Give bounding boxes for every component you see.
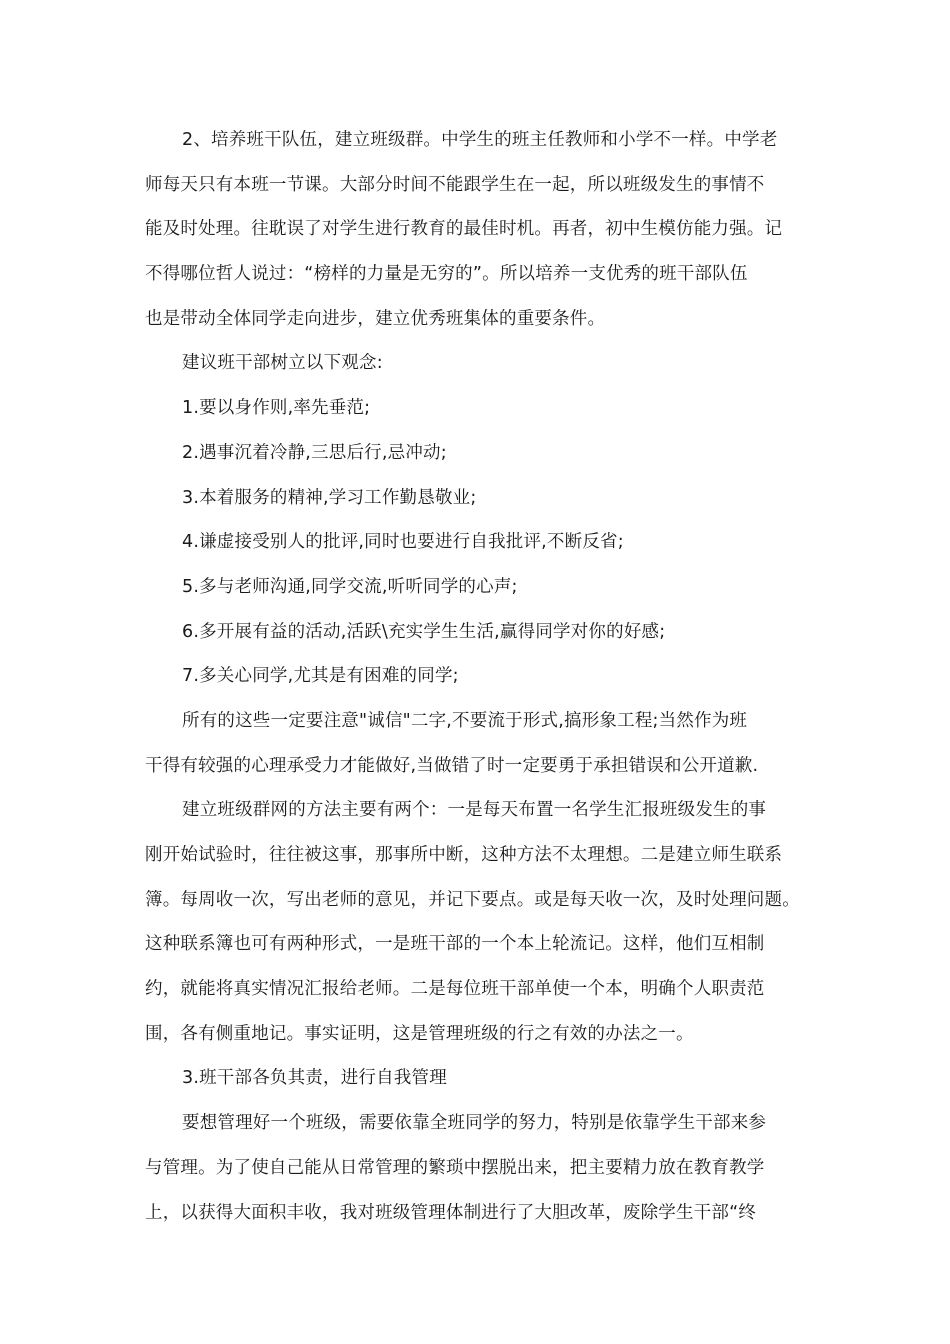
list-item: 1.要以身作则,率先垂范; — [182, 398, 371, 419]
text-line: 要想管理好一个班级，需要依靠全班同学的努力，特别是依靠学生干部来参 — [182, 1113, 767, 1134]
list-item: 5.多与老师沟通,同学交流,听听同学的心声; — [182, 576, 518, 597]
text-line: 刚开始试验时，往往被这事，那事所中断，这种方法不太理想。二是建立师生联系 — [145, 845, 783, 865]
list-item: 6.多开展有益的活动,活跃\充实学生生活,赢得同学对你的好感; — [182, 621, 666, 642]
text-line: 围，各有侧重地记。事实证明，这是管理班级的行之有效的办法之一。 — [145, 1023, 694, 1044]
list-item: 4.谦虚接受别人的批评,同时也要进行自我批评,不断反省; — [182, 532, 624, 553]
text-line: 所有的这些一定要注意"诚信"二字,不要流于形式,搞形象工程;当然作为班 — [182, 710, 748, 731]
list-item: 3.本着服务的精神,学习工作勤恳敬业; — [182, 487, 477, 508]
text-line: 与管理。为了使自己能从日常管理的繁琐中摆脱出来，把主要精力放在教育教学 — [145, 1157, 765, 1178]
text-line: 干得有较强的心理承受力才能做好,当做错了时一定要勇于承担错误和公开道歉. — [145, 755, 759, 776]
section-heading: 3.班干部各负其责，进行自我管理 — [182, 1068, 447, 1089]
text-line: 师每天只有本班一节课。大部分时间不能跟学生在一起，所以班级发生的事情不 — [145, 174, 765, 195]
list-item: 7.多关心同学,尤其是有困难的同学; — [182, 666, 459, 687]
list-item: 2.遇事沉着冷静,三思后行,忌冲动; — [182, 442, 447, 463]
text-line: 2、培养班干队伍，建立班级群。中学生的班主任教师和小学不一样。中学老 — [182, 130, 778, 150]
text-line: 簿。每周收一次，写出老师的意见，并记下要点。或是每天收一次，及时处理问题。 — [145, 889, 800, 910]
text-line: 能及时处理。往耽误了对学生进行教育的最佳时机。再者，初中生模仿能力强。记 — [145, 219, 783, 240]
document-body — [145, 118, 950, 1235]
text-line: 上，以获得大面积丰收，我对班级管理体制进行了大胆改革，废除学生干部“终 — [145, 1202, 757, 1223]
text-line: 约，就能将真实情况汇报给老师。二是每位班干部单使一个本，明确个人职责范 — [145, 979, 765, 1000]
text-line: 建立班级群网的方法主要有两个：一是每天布置一名学生汇报班级发生的事 — [182, 800, 767, 821]
text-line: 这种联系簿也可有两种形式，一是班干部的一个本上轮流记。这样，他们互相制 — [145, 934, 765, 955]
text-line: 不得哪位哲人说过：“榜样的力量是无穷的”。所以培养一支优秀的班干部队伍 — [145, 264, 748, 285]
text-line: 建议班干部树立以下观念: — [182, 353, 383, 374]
text-line: 也是带动全体同学走向进步，建立优秀班集体的重要条件。 — [145, 308, 606, 329]
